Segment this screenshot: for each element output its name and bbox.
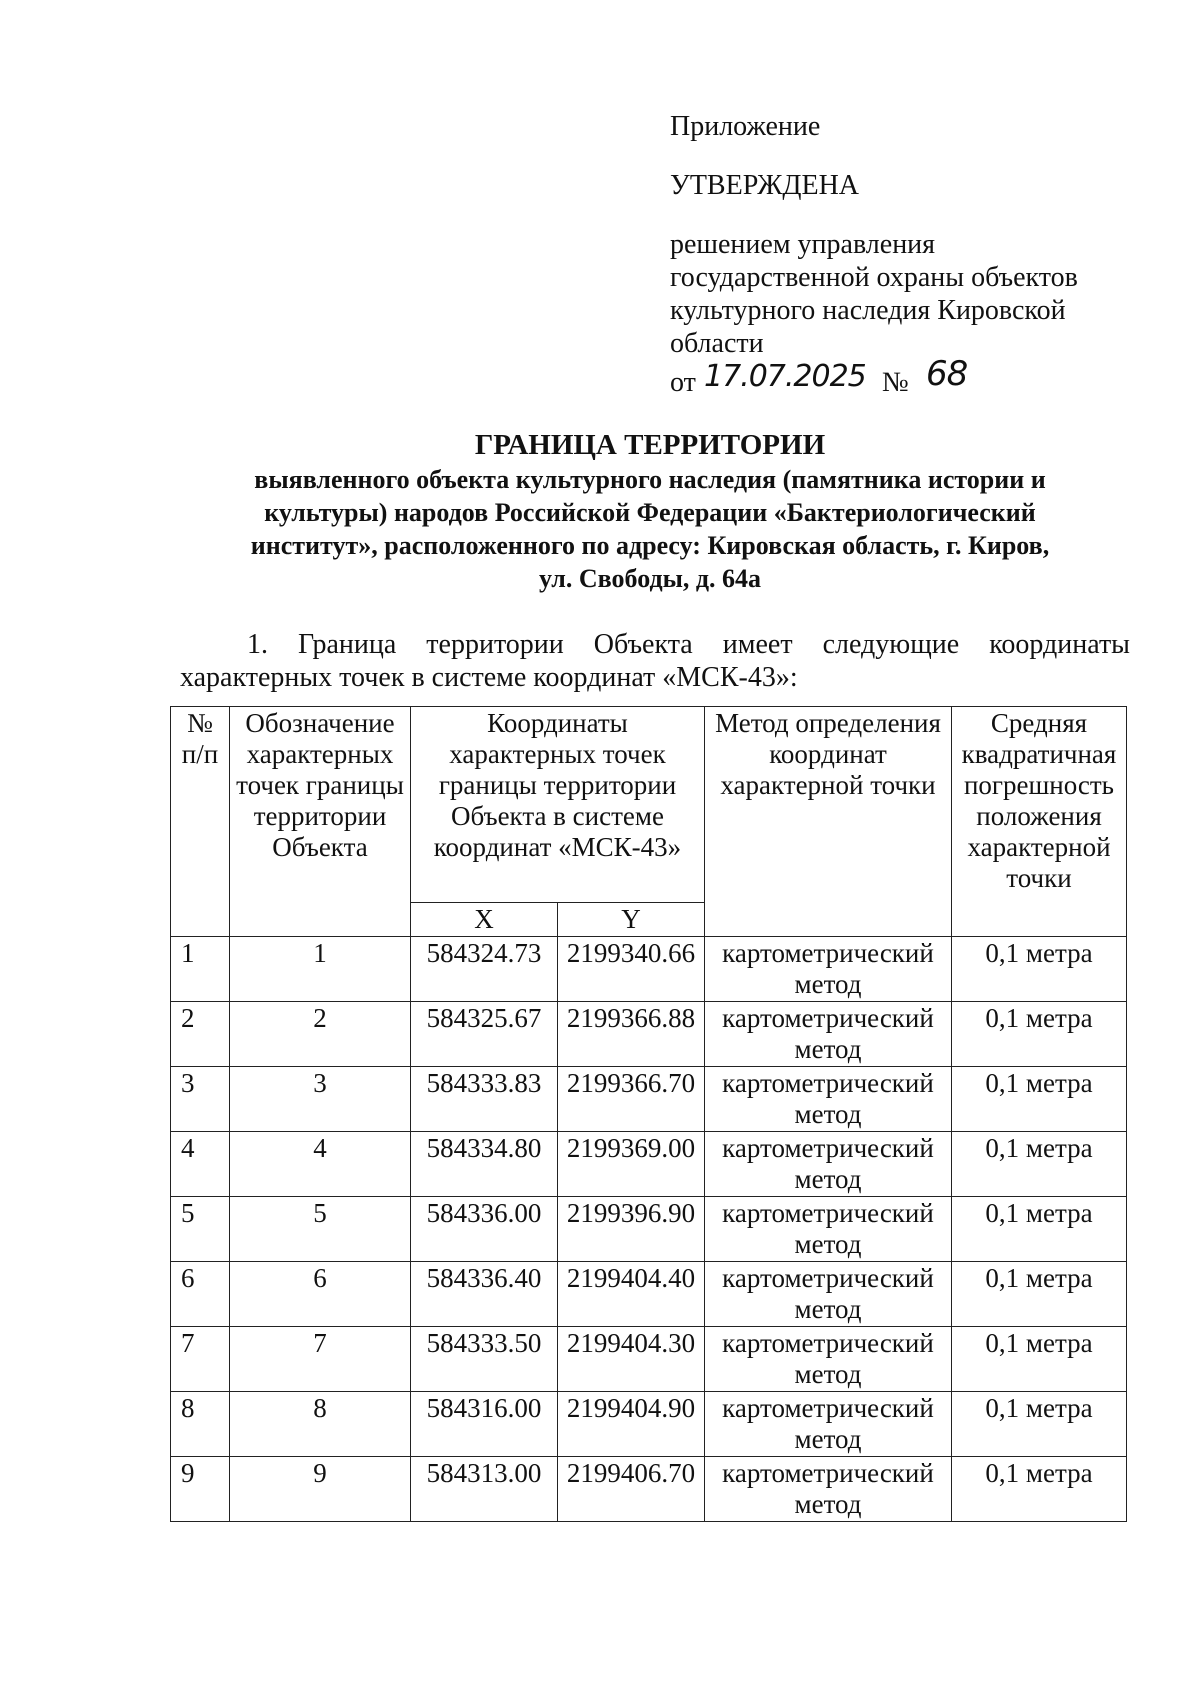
number-label: № xyxy=(882,367,909,398)
intro-paragraph xyxy=(180,628,1130,694)
cell-y: 2199369.00 xyxy=(558,1132,705,1197)
cell-point: 7 xyxy=(230,1327,411,1392)
cell-y: 2199404.40 xyxy=(558,1262,705,1327)
cell-num: 9 xyxy=(171,1457,230,1522)
cell-num: 8 xyxy=(171,1392,230,1457)
cell-method: картометрический метод xyxy=(705,1132,952,1197)
cell-y: 2199404.30 xyxy=(558,1327,705,1392)
table-row xyxy=(171,1002,1127,1067)
header-designation: Обозначение характерных точек границы территории Объекта xyxy=(230,707,411,937)
cell-point: 8 xyxy=(230,1392,411,1457)
title-main: ГРАНИЦА ТЕРРИТОРИИ xyxy=(474,429,826,461)
cell-error: 0,1 метра xyxy=(952,1457,1127,1522)
cell-y: 2199396.90 xyxy=(558,1197,705,1262)
cell-error: 0,1 метра xyxy=(952,937,1127,1002)
cell-num: 7 xyxy=(171,1327,230,1392)
cell-y: 2199340.66 xyxy=(558,937,705,1002)
appendix-label: Приложение xyxy=(670,111,821,142)
decision-line: государственной охраны объектов xyxy=(670,262,1078,293)
cell-point: 5 xyxy=(230,1197,411,1262)
cell-method: картометрический метод xyxy=(705,1392,952,1457)
cell-num: 3 xyxy=(171,1067,230,1132)
header-y: Y xyxy=(558,903,705,937)
cell-point: 3 xyxy=(230,1067,411,1132)
cell-x: 584313.00 xyxy=(411,1457,558,1522)
title-sub-line: культуры) народов Российской Федерации «Бактериологический xyxy=(264,498,1036,527)
cell-error: 0,1 метра xyxy=(952,1002,1127,1067)
cell-x: 584333.83 xyxy=(411,1067,558,1132)
cell-point: 6 xyxy=(230,1262,411,1327)
approved-label: УТВЕРЖДЕНА xyxy=(670,170,860,201)
cell-num: 1 xyxy=(171,937,230,1002)
table-row xyxy=(171,1197,1127,1262)
table-row xyxy=(171,1327,1127,1392)
document-title xyxy=(150,427,1150,595)
table-row xyxy=(171,1457,1127,1522)
decision-line: области xyxy=(670,328,764,359)
handwritten-number: 68 xyxy=(926,354,968,394)
coordinates-table xyxy=(170,706,1127,1522)
cell-x: 584324.73 xyxy=(411,937,558,1002)
date-number-row xyxy=(670,354,1110,406)
cell-x: 584333.50 xyxy=(411,1327,558,1392)
decision-line: решением управления xyxy=(670,229,936,260)
cell-error: 0,1 метра xyxy=(952,1262,1127,1327)
paragraph-line: 1. Граница территории Объекта имеет следующие координаты xyxy=(247,629,1130,660)
cell-x: 584316.00 xyxy=(411,1392,558,1457)
cell-x: 584336.40 xyxy=(411,1262,558,1327)
header-coordinates: Координаты характерных точек границы территории Объекта в системе координат «МСК-43» xyxy=(411,707,705,903)
cell-error: 0,1 метра xyxy=(952,1327,1127,1392)
cell-y: 2199366.88 xyxy=(558,1002,705,1067)
cell-num: 2 xyxy=(171,1002,230,1067)
title-sub-line: выявленного объекта культурного наследия (памятника истории и xyxy=(254,465,1046,494)
cell-error: 0,1 метра xyxy=(952,1392,1127,1457)
table-row xyxy=(171,1067,1127,1132)
cell-method: картометрический метод xyxy=(705,937,952,1002)
cell-method: картометрический метод xyxy=(705,1262,952,1327)
table-row xyxy=(171,937,1127,1002)
cell-y: 2199406.70 xyxy=(558,1457,705,1522)
table-row xyxy=(171,1262,1127,1327)
cell-point: 9 xyxy=(230,1457,411,1522)
cell-method: картометрический метод xyxy=(705,1197,952,1262)
title-sub-line: институт», расположенного по адресу: Кировская область, г. Киров, xyxy=(250,531,1050,560)
cell-x: 584334.80 xyxy=(411,1132,558,1197)
header-method: Метод определения координат характерной точки xyxy=(705,707,952,937)
cell-error: 0,1 метра xyxy=(952,1197,1127,1262)
title-sub-line: ул. Свободы, д. 64а xyxy=(538,564,762,593)
paragraph-line: характерных точек в системе координат «МСК-43»: xyxy=(180,662,798,693)
table-row xyxy=(171,1132,1127,1197)
header-x: X xyxy=(411,903,558,937)
date-prefix: от xyxy=(670,367,696,398)
decision-line: культурного наследия Кировской xyxy=(670,295,1066,326)
cell-x: 584325.67 xyxy=(411,1002,558,1067)
cell-x: 584336.00 xyxy=(411,1197,558,1262)
cell-point: 1 xyxy=(230,937,411,1002)
cell-method: картометрический метод xyxy=(705,1002,952,1067)
cell-y: 2199404.90 xyxy=(558,1392,705,1457)
header-num: № п/п xyxy=(171,707,230,937)
cell-error: 0,1 метра xyxy=(952,1067,1127,1132)
cell-point: 4 xyxy=(230,1132,411,1197)
cell-method: картометрический метод xyxy=(705,1067,952,1132)
handwritten-date: 17.07.2025 xyxy=(704,359,866,394)
header-error: Средняя квадратичная погрешность положения характерной точки xyxy=(952,707,1127,937)
cell-num: 5 xyxy=(171,1197,230,1262)
cell-num: 6 xyxy=(171,1262,230,1327)
approval-block xyxy=(670,110,1110,406)
cell-y: 2199366.70 xyxy=(558,1067,705,1132)
cell-method: картометрический метод xyxy=(705,1457,952,1522)
table-header-row xyxy=(171,707,1127,903)
table-row xyxy=(171,1392,1127,1457)
cell-point: 2 xyxy=(230,1002,411,1067)
cell-method: картометрический метод xyxy=(705,1327,952,1392)
cell-num: 4 xyxy=(171,1132,230,1197)
cell-error: 0,1 метра xyxy=(952,1132,1127,1197)
